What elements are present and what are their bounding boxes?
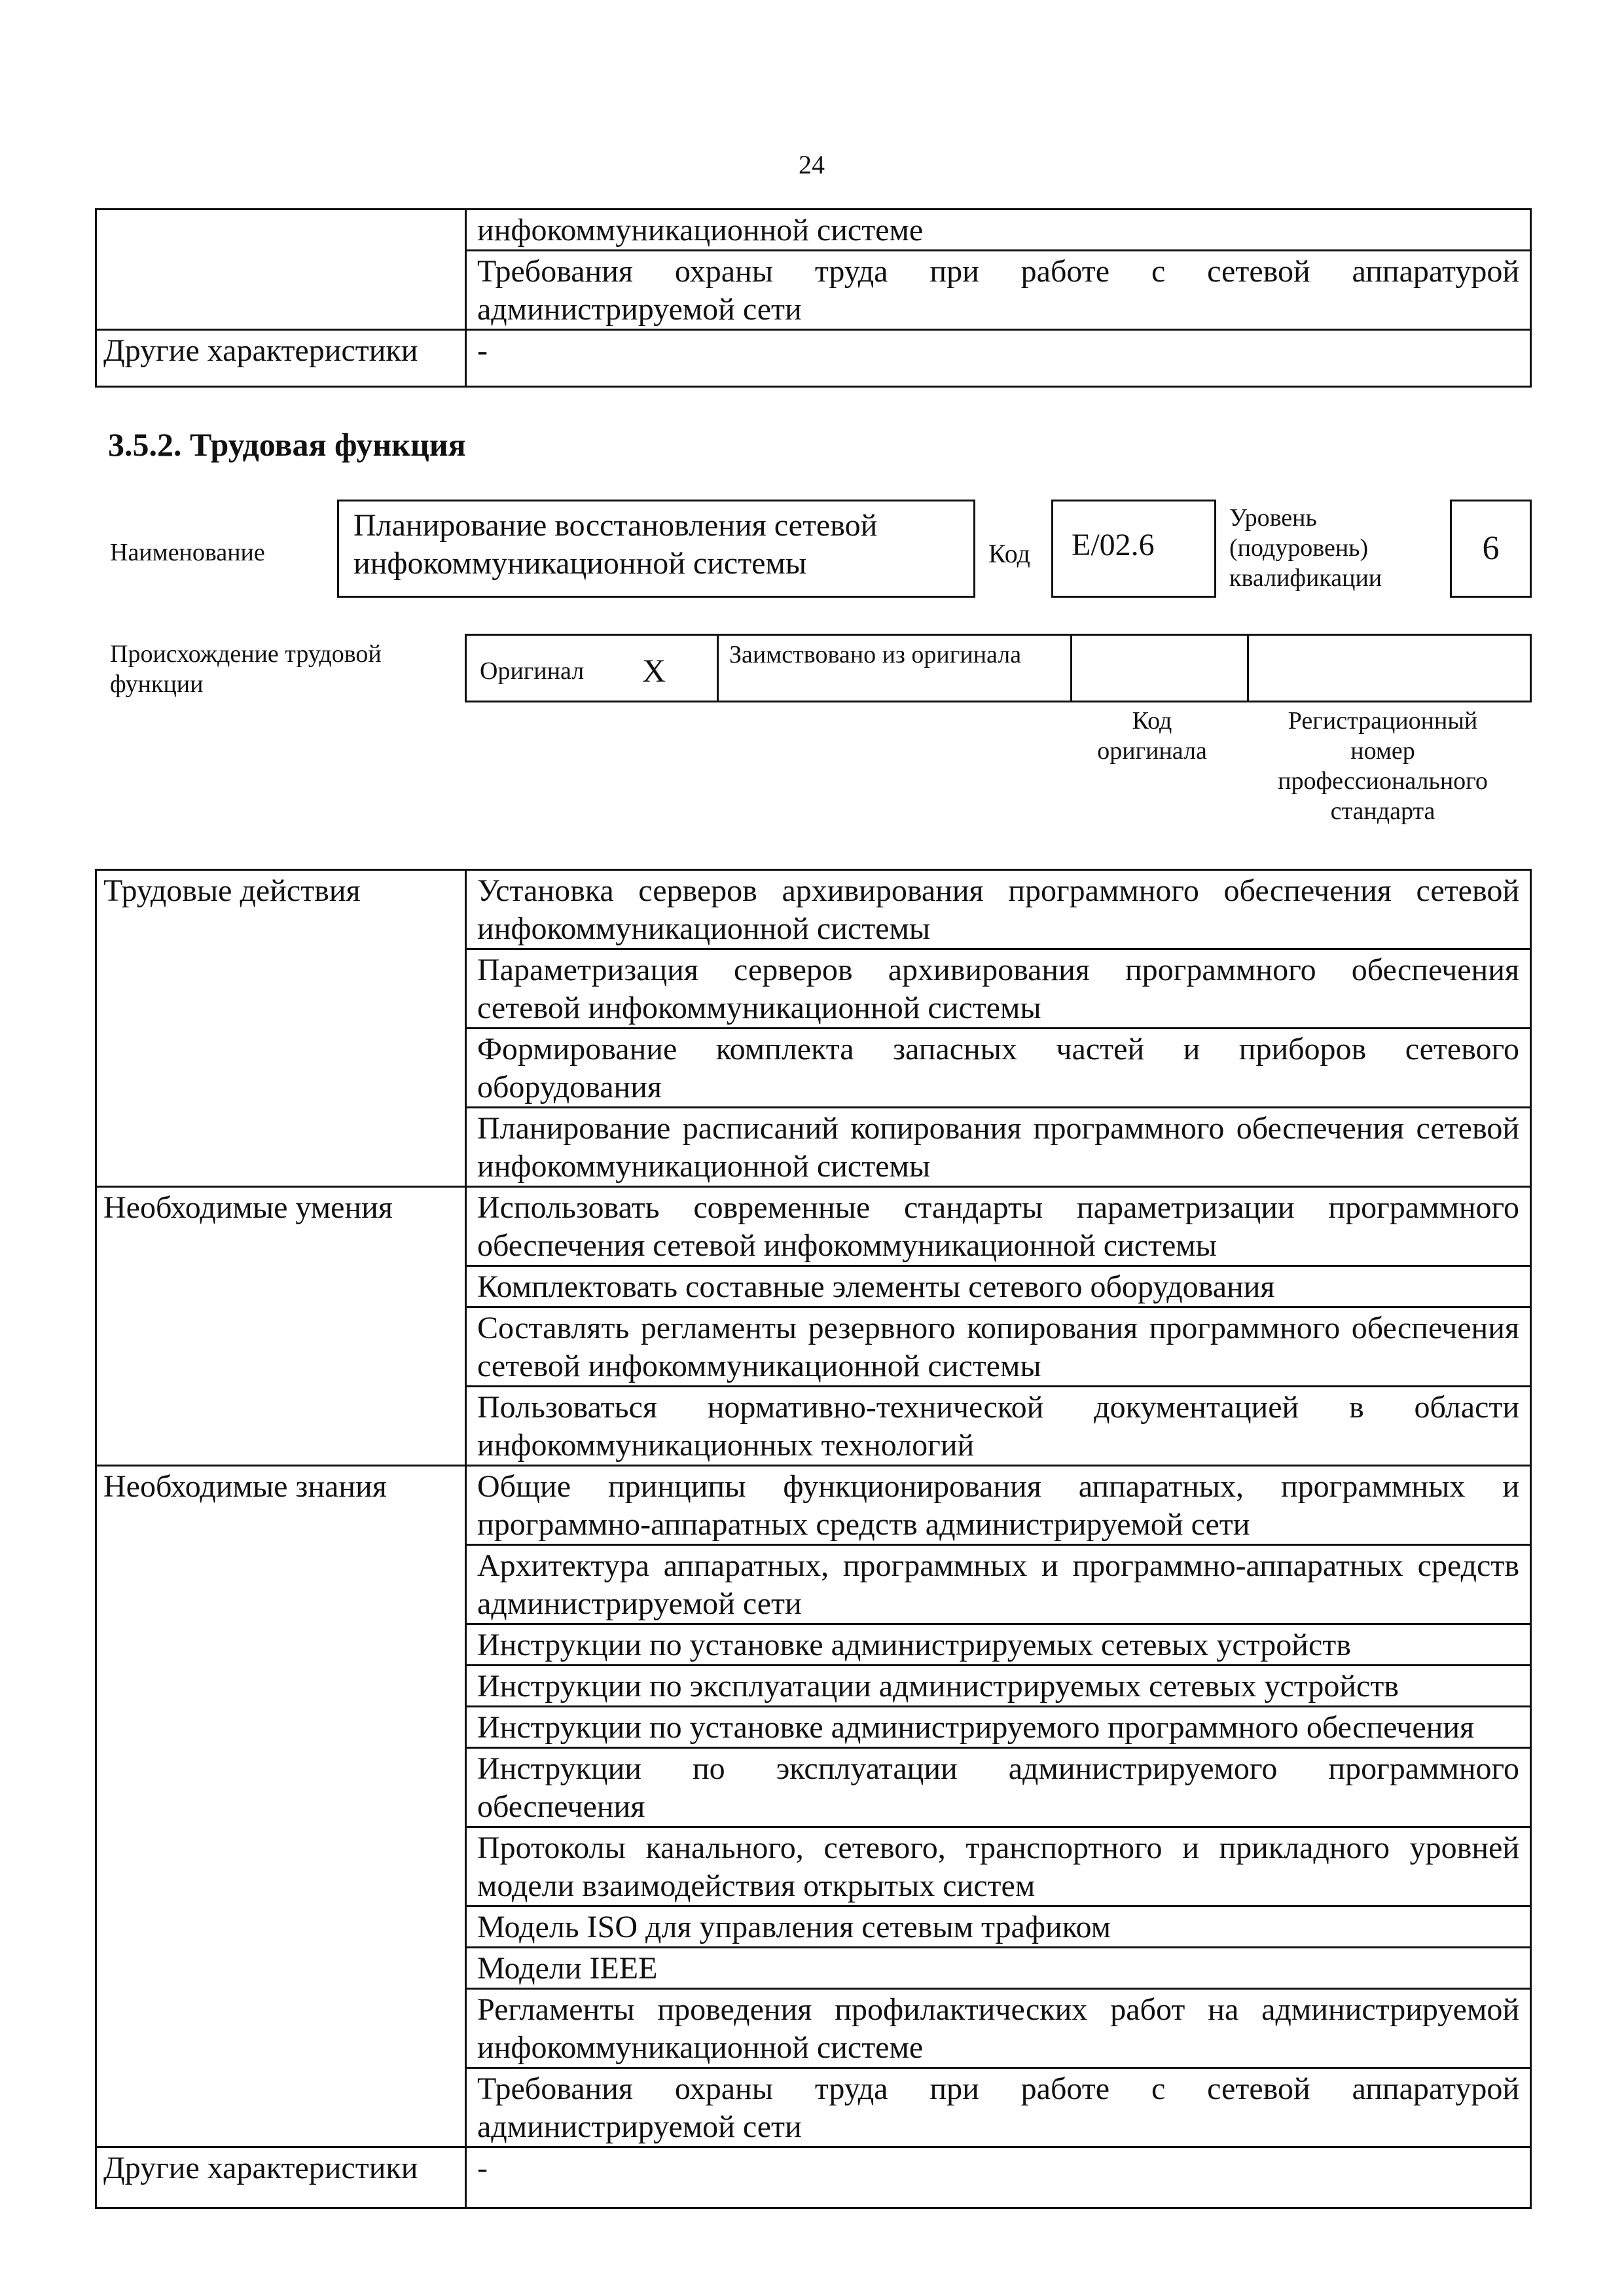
table-cell: Инструкции по установке администрируемого программного обеспечения [466, 1707, 1531, 1748]
table-cell: Инструкции по эксплуатации администрируемого программного обеспечения [466, 1748, 1531, 1827]
borrowed-cell [719, 636, 1072, 701]
table-cell: Использовать современные стандарты параметризации программного обеспечения сетевой инфокоммуникационной системы [466, 1187, 1531, 1266]
table-row [96, 210, 1531, 251]
reg-number-caption: Регистрационный номер профессионального стандарта [1278, 707, 1488, 825]
origin-label: Происхождение трудовой функции [110, 640, 382, 698]
page-number: 24 [799, 150, 825, 179]
code-original-caption: Код оригинала [1097, 707, 1207, 765]
table-cell: Модели IEEE [466, 1948, 1531, 1989]
table-row [96, 1466, 1531, 1545]
table-cell: инфокоммуникационной системе [466, 210, 1531, 251]
table-row [96, 2147, 1531, 2208]
table-cell: Пользоваться нормативно-технической документацией в области инфокоммуникационных технологий [466, 1387, 1531, 1466]
table-cell: Комплектовать составные элементы сетевого оборудования [466, 1266, 1531, 1307]
main-table [95, 869, 1532, 2209]
section-title: 3.5.2. Трудовая функция [108, 426, 466, 463]
row-label: Другие характеристики [96, 2147, 466, 2208]
table-row [96, 330, 1531, 387]
original-label: Оригинал [480, 657, 585, 685]
table-cell: - [466, 2147, 1531, 2208]
table-cell: Регламенты проведения профилактических работ на администрируемой инфокоммуникационной системе [466, 1989, 1531, 2068]
row-label: Необходимые знания [96, 1466, 466, 2147]
table-cell: Требования охраны труда при работе с сетевой аппаратурой администрируемой сети [466, 251, 1531, 330]
code-value: E/02.6 [1051, 500, 1216, 598]
level-label: Уровень (подуровень) квалификации [1229, 504, 1382, 592]
table-cell: Общие принципы функционирования аппаратных, программных и программно-аппаратных средств администрируемой сети [466, 1466, 1531, 1545]
table-cell: Инструкции по установке администрируемых сетевых устройств [466, 1624, 1531, 1666]
origin-table [465, 634, 1532, 702]
code-label: Код [988, 539, 1030, 568]
level-value: 6 [1450, 500, 1532, 598]
code-original-cell [1072, 636, 1249, 701]
table-cell: Составлять регламенты резервного копирования программного обеспечения сетевой инфокоммуникационной системы [466, 1307, 1531, 1387]
borrowed-label: Заимствовано из оригинала [729, 641, 1022, 668]
table-cell: Протоколы канального, сетевого, транспортного и прикладного уровней модели взаимодействия открытых систем [466, 1827, 1531, 1906]
table-row [96, 1187, 1531, 1266]
table-cell: Формирование комплекта запасных частей и приборов сетевого оборудования [466, 1029, 1531, 1108]
original-cell [467, 636, 719, 701]
name-value: Планирование восстановления сетевой инфокоммуникационной системы [337, 500, 975, 598]
table-cell: Планирование расписаний копирования программного обеспечения сетевой инфокоммуникационной системы [466, 1108, 1531, 1187]
reg-number-cell [1249, 636, 1534, 701]
table-row [96, 870, 1531, 949]
table-cell: - [466, 330, 1531, 387]
row-label: Другие характеристики [96, 330, 466, 387]
table-cell: Установка серверов архивирования программного обеспечения сетевой инфокоммуникационной системы [466, 870, 1531, 949]
table-cell: Архитектура аппаратных, программных и программно-аппаратных средств администрируемой сети [466, 1545, 1531, 1624]
empty-label-cell [96, 210, 466, 330]
table-cell: Параметризация серверов архивирования программного обеспечения сетевой инфокоммуникационной системы [466, 949, 1531, 1029]
table-cell: Инструкции по эксплуатации администрируемых сетевых устройств [466, 1666, 1531, 1707]
continuation-table [95, 208, 1532, 388]
table-cell: Требования охраны труда при работе с сетевой аппаратурой администрируемой сети [466, 2068, 1531, 2147]
row-label: Необходимые умения [96, 1187, 466, 1466]
name-label: Наименование [110, 539, 265, 566]
row-label: Трудовые действия [96, 870, 466, 1187]
table-cell: Модель ISO для управления сетевым трафиком [466, 1906, 1531, 1948]
original-mark: X [642, 652, 666, 689]
